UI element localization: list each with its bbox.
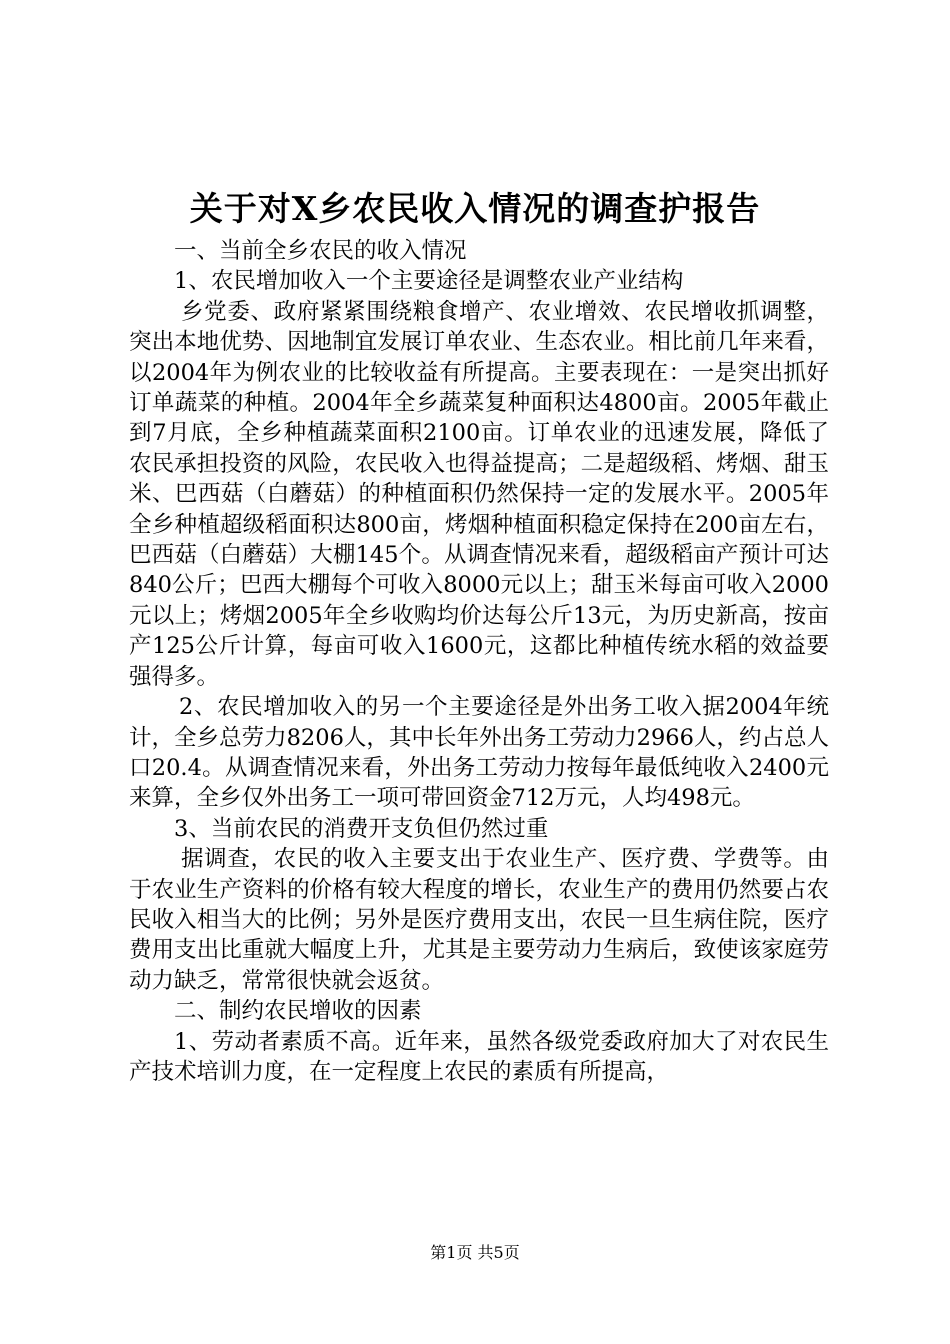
page-footer: 第1页 共5页 <box>430 1243 520 1262</box>
section-heading-1: 一、当前全乡农民的收入情况 <box>174 238 467 264</box>
subsection-heading-1-1: 1、农民增加收入一个主要途径是调整农业产业结构 <box>174 268 684 295</box>
paragraph-1: 乡党委、政府紧紧围绕粮食增产、农业增效、农民增收抓调整，突出本地优势、因地制宜发展订单农业、生态农业。相比前几年来看，以2004年为例农业的比较收益有所提高。主要表现在：一是突出抓好订单蔬菜的种植。2004年全乡蔬菜复种面积达4800亩。2005年截止到7月底，全乡种植蔬菜面积2100亩。订单农业的迅速发展，降低了农民承担投资的风险，农民收入也得益提高；二是超级稻、烤烟、甜玉米、巴西菇（白蘑菇）的种植面积仍然保持一定的发展水平。2005年全乡种植超级稻面积达800亩，烤烟种植面积稳定保持在200亩左右，巴西菇（白蘑菇）大棚145个。从调查情况来看，超级稻亩产预计可达840公斤；巴西大棚每个可收入8000元以上；甜玉米每亩可收入2000元以上；烤烟2005年全乡收购均价达每公斤13元，为历史新高，按亩产125公斤计算，每亩可收入1600元，这都比种植传统水稻的效益要强得多。 <box>129 298 829 690</box>
document-title: 关于对X乡农民收入情况的调查护报告 <box>189 189 761 228</box>
document-body <box>129 236 829 1087</box>
paragraph-4: 1、劳动者素质不高。近年来，虽然各级党委政府加大了对农民生产技术培训力度，在一定程度上农民的素质有所提高， <box>129 1028 829 1085</box>
paragraph-3: 据调查，农民的收入主要支出于农业生产、医疗费、学费等。由于农业生产资料的价格有较大程度的增长，农业生产的费用仍然要占农民收入相当大的比例；另外是医疗费用支出，农民一旦生病住院，医疗费用支出比重就大幅度上升，尤其是主要劳动力生病后，致使该家庭劳动力缺乏，常常很快就会返贫。 <box>129 846 829 994</box>
subsection-heading-1-3: 3、当前农民的消费开支负但仍然过重 <box>174 815 549 842</box>
paragraph-2: 2、农民增加收入的另一个主要途径是外出务工收入据2004年统计，全乡总劳力8206人，其中长年外出务工劳动力2966人，约占总人口20.4。从调查情况来看，外出务工劳动力按每年最低纯收入2400元来算，全乡仅外出务工一项可带回资金712万元，人均498元。 <box>129 694 829 812</box>
section-heading-2: 二、制约农民增收的因素 <box>174 998 422 1025</box>
